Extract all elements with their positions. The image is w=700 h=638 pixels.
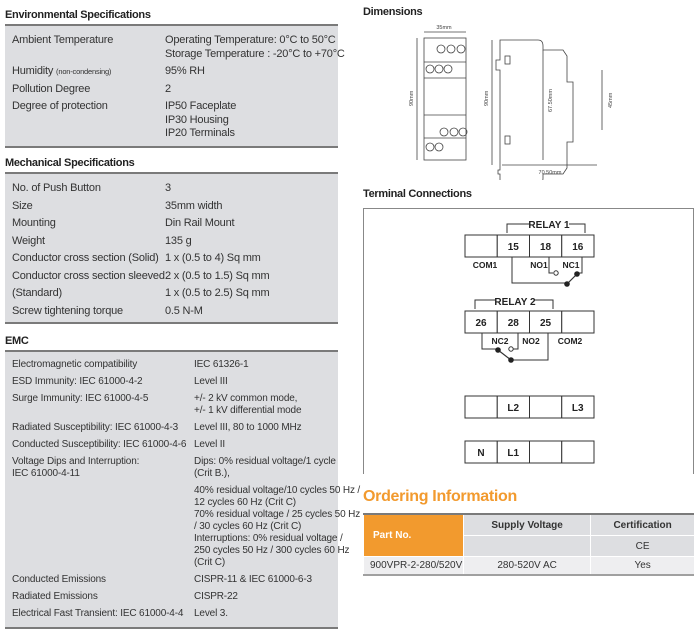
spec-value-line: 95% RH — [165, 65, 205, 77]
spec-label — [5, 485, 194, 569]
spec-label-line: No. of Push Button — [12, 182, 101, 194]
spec-value-line: Interruptions: 0% residual voltage / — [194, 532, 343, 544]
spec-label-line: Ambient Temperature — [12, 34, 114, 46]
spec-value-line: 70% residual voltage / 25 cycles 50 Hz — [194, 508, 361, 520]
spec-value — [194, 456, 338, 480]
spec-value — [165, 270, 338, 284]
spec-label-line: Voltage Dips and Interruption: — [12, 455, 140, 467]
spec-value — [165, 200, 338, 214]
relay2-com-label: COM2 — [557, 336, 583, 346]
spec-label-note: (non-condensing) — [56, 67, 112, 76]
spec-label-line: Weight — [12, 234, 45, 247]
front-height-label: 90mm — [409, 90, 415, 106]
emc-spec-table — [5, 350, 361, 629]
spec-row — [5, 453, 338, 482]
spec-value — [194, 376, 338, 388]
part-no-header: Part No. — [364, 514, 464, 557]
spec-row — [5, 180, 338, 198]
spec-label-line: Size — [12, 199, 33, 212]
supply-voltage: 280-520V AC — [464, 557, 591, 576]
spec-value — [194, 439, 338, 451]
terminal-number: N — [477, 448, 485, 459]
spec-label-line: Electrical Fast Transient: IEC 61000-4-4 — [12, 607, 184, 619]
rail-height-label: 45mm — [608, 92, 614, 108]
spec-label-line: ESD Immunity: IEC 61000-4-2 — [12, 375, 143, 387]
spec-value — [165, 305, 338, 319]
spec-value-line: Operating Temperature: 0°C to 50°C — [165, 34, 336, 46]
spec-row — [5, 215, 338, 233]
spec-label — [5, 200, 165, 214]
dimensions-title: Dimensions — [363, 6, 423, 18]
spec-value — [194, 574, 338, 586]
spec-label-line: Conducted Susceptibility: IEC 61000-4-6 — [12, 438, 187, 450]
spec-row — [5, 303, 338, 321]
spec-value-line: 3 — [165, 182, 171, 194]
spec-value-line: Level III, 80 to 1000 MHz — [194, 421, 302, 433]
spec-value-line: 35mm width — [165, 199, 223, 212]
terminal-number: L3 — [571, 403, 584, 414]
width-dimension-label: 35mm — [436, 25, 452, 31]
ce-mark-icon: CE — [591, 536, 694, 557]
spec-value — [165, 65, 338, 79]
terminal-number: 18 — [539, 242, 552, 253]
spec-label-line: Degree of protection — [12, 100, 108, 112]
spec-label — [5, 456, 194, 480]
spec-label — [5, 422, 194, 434]
spec-label — [5, 235, 165, 249]
terminal-number: 25 — [539, 318, 552, 329]
spec-value — [165, 217, 338, 231]
spec-label — [5, 83, 165, 97]
spec-value — [194, 422, 338, 434]
spec-value-line: Storage Temperature : -20°C to +70°C — [165, 47, 345, 60]
spec-value-line: 1 x (0.5 to 2.5) Sq mm — [165, 287, 270, 299]
inner-height-label: 67.50mm — [548, 89, 554, 112]
terminal-cell — [530, 396, 562, 418]
ordering-title: Ordering Information — [363, 488, 518, 505]
certification-value: Yes — [591, 557, 694, 576]
terminal-connections-title: Terminal Connections — [363, 188, 472, 200]
spec-label — [5, 100, 165, 141]
side-height-label: 90mm — [484, 90, 490, 106]
spec-row — [5, 588, 338, 605]
spec-label — [5, 574, 194, 586]
spec-label — [5, 182, 165, 196]
side-view-outline — [496, 40, 573, 180]
spec-row — [5, 605, 338, 622]
spec-value-line: Level II — [194, 438, 226, 450]
relay1-terminal-row — [465, 235, 594, 257]
spec-label-line: Pollution Degree — [12, 82, 91, 95]
spec-value — [194, 591, 338, 603]
spec-row — [5, 233, 338, 251]
spec-value — [194, 485, 360, 569]
spec-value-line: IP30 Housing — [165, 113, 229, 126]
spec-value-line: CISPR-22 — [194, 590, 238, 602]
spec-row — [5, 63, 338, 81]
spec-label-line: Radiated Susceptibility: IEC 61000-4-3 — [12, 421, 179, 433]
spec-label — [5, 305, 165, 319]
spec-row — [5, 198, 338, 216]
supply-voltage-header: Supply Voltage — [464, 514, 591, 536]
spec-value-line: Level III — [194, 375, 228, 387]
spec-label — [5, 217, 165, 231]
spec-label-line: (Standard) — [12, 287, 62, 299]
mechanical-title: Mechanical Specifications — [5, 157, 135, 169]
spec-value-line: 12 cycles 60 Hz (Crit C) — [194, 496, 296, 508]
spec-label-line: Radiated Emissions — [12, 590, 98, 602]
environmental-title: Environmental Specifications — [5, 9, 151, 21]
spec-value — [194, 359, 338, 371]
spec-row — [5, 250, 338, 268]
spec-value — [165, 287, 338, 301]
terminal-cell — [465, 396, 497, 418]
spec-value-line: Dips: 0% residual voltage/1 cycle — [194, 455, 336, 467]
spec-value-line: 250 cycles 50 Hz / 300 cycles 60 Hz — [194, 544, 350, 556]
spec-value-line: 1 x (0.5 to 4) Sq mm — [165, 252, 261, 264]
table-row — [364, 557, 695, 576]
part-number: 900VPR-2-280/520V — [364, 557, 464, 576]
front-view-outline — [424, 38, 466, 160]
spec-label — [5, 287, 165, 301]
spec-value-line: IP20 Terminals — [165, 127, 235, 139]
spec-value-line: 135 g — [165, 234, 192, 247]
spec-label — [5, 252, 165, 266]
spec-value — [194, 608, 338, 620]
spec-value-line: Level 3. — [194, 607, 228, 619]
spec-row — [5, 81, 338, 99]
n-l1-terminal-row — [465, 441, 594, 463]
supply-voltage-subheader — [464, 536, 591, 557]
relay2-nc-label: NC2 — [491, 336, 509, 346]
spec-label — [5, 608, 194, 620]
spec-row — [5, 285, 338, 303]
spec-label-line: Conductor cross section sleeved — [12, 269, 165, 282]
spec-value — [165, 34, 345, 61]
depth-dimension-label: 70.50mm — [538, 170, 562, 176]
spec-row — [5, 390, 338, 419]
dimensions-drawing — [380, 20, 700, 180]
spec-row — [5, 436, 338, 453]
spec-label — [5, 376, 194, 388]
spec-value — [165, 100, 338, 141]
relay2-title: RELAY 2 — [494, 297, 536, 308]
spec-label-line: Screw tightening torque — [12, 304, 123, 317]
relay1-com-label: COM1 — [472, 260, 498, 270]
spec-row — [5, 32, 345, 63]
spec-row — [5, 373, 338, 390]
spec-label — [5, 34, 165, 61]
spec-label — [5, 65, 165, 79]
spec-row — [5, 571, 338, 588]
spec-value — [165, 235, 338, 249]
relay1-nc-label: NC1 — [562, 260, 580, 270]
relay2-no-label: NO2 — [522, 336, 540, 346]
terminal-number: 15 — [507, 242, 519, 253]
terminal-number: L2 — [507, 403, 520, 414]
terminal-cell — [562, 311, 594, 333]
spec-value-line: IP50 Faceplate — [165, 100, 237, 112]
emc-title: EMC — [5, 335, 29, 347]
environmental-spec-table — [5, 24, 345, 148]
spec-value — [194, 393, 338, 417]
certification-header: Certification — [591, 514, 694, 536]
spec-label-line: Surge Immunity: IEC 61000-4-5 — [12, 392, 149, 404]
spec-value-line: Din Rail Mount — [165, 217, 235, 229]
spec-label — [5, 393, 194, 417]
spec-value-line: (Crit C) — [194, 556, 226, 568]
terminal-cell — [530, 441, 562, 463]
mechanical-spec-table — [5, 172, 338, 324]
spec-row — [5, 98, 338, 143]
spec-value-line: +/- 2 kV common mode, — [194, 392, 298, 404]
spec-label — [5, 439, 194, 451]
terminal-number: L1 — [507, 448, 520, 459]
terminal-screws-icon — [426, 45, 467, 151]
spec-label — [5, 270, 165, 284]
relay1-title: RELAY 1 — [528, 220, 570, 231]
spec-label-line: Electromagnetic compatibility — [12, 358, 138, 370]
relay1-no-label: NO1 — [530, 260, 548, 270]
terminal-number: 16 — [572, 242, 584, 253]
spec-row — [5, 268, 338, 286]
spec-label — [5, 359, 194, 371]
spec-value-line: 2 — [165, 82, 171, 95]
terminal-cell — [465, 235, 497, 257]
terminal-number: 28 — [507, 318, 519, 329]
spec-value-line: 40% residual voltage/10 cycles 50 Hz / — [194, 484, 361, 496]
terminal-connections-diagram — [363, 208, 695, 474]
terminal-cell — [562, 441, 594, 463]
spec-label-line: Conducted Emissions — [12, 573, 106, 585]
l2-l3-terminal-row — [465, 396, 594, 418]
spec-value-line: +/- 1 kV differential mode — [194, 404, 302, 416]
spec-value — [165, 252, 338, 266]
spec-label-line: Conductor cross section (Solid) — [12, 252, 159, 264]
spec-value-line: 0.5 N-M — [165, 304, 203, 317]
spec-label — [5, 591, 194, 603]
spec-value — [165, 182, 338, 196]
relay2-terminal-row — [465, 311, 594, 333]
spec-value-line: CISPR-11 & IEC 61000-6-3 — [194, 573, 312, 585]
spec-value-line: IEC 61326-1 — [194, 358, 249, 370]
spec-label-line: Humidity (non-condensing) — [12, 65, 112, 77]
spec-row — [5, 482, 361, 571]
spec-value-line: / 30 cycles 60 Hz (Crit C) — [194, 520, 302, 532]
spec-value — [165, 83, 338, 97]
spec-value-line: (Crit B.), — [194, 467, 230, 479]
ordering-table — [363, 513, 694, 576]
spec-value-line: 2 x (0.5 to 1.5) Sq mm — [165, 269, 270, 282]
spec-label-line: IEC 61000-4-11 — [12, 467, 80, 479]
spec-row — [5, 356, 338, 373]
spec-row — [5, 419, 338, 436]
terminal-number: 26 — [475, 318, 487, 329]
spec-label-line: Mounting — [12, 217, 56, 229]
